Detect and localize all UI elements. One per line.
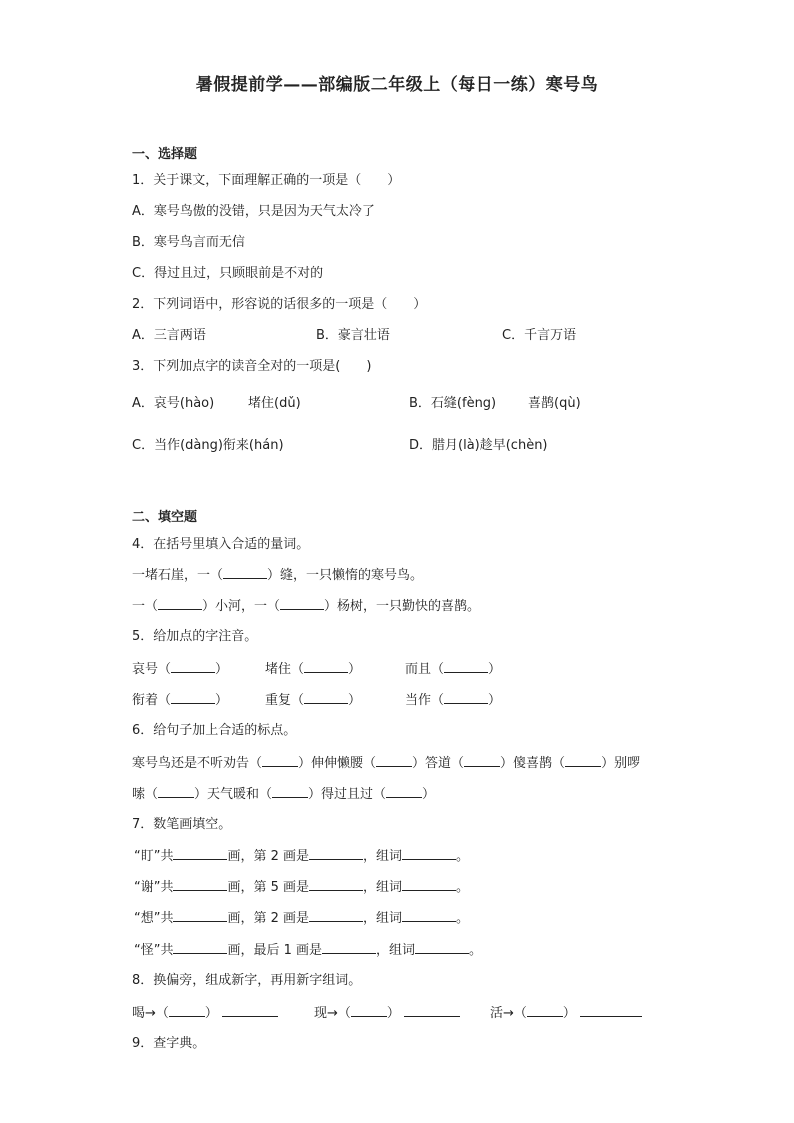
answer-blank[interactable] [171, 660, 215, 673]
q7-text: “想”共 [134, 911, 174, 926]
answer-blank[interactable] [304, 691, 348, 704]
answer-blank[interactable] [309, 878, 363, 891]
question-2-option-b: B．豪言壮语 [316, 328, 390, 343]
question-2-stem: 2．下列词语中，形容说的话很多的一项是（ ） [132, 297, 427, 312]
question-6-line-1 [132, 754, 640, 773]
section-heading-fill: 二、填空题 [132, 510, 198, 525]
q7-text: ，组词 [376, 943, 416, 958]
q7-text: “怪”共 [134, 943, 174, 958]
answer-blank[interactable] [173, 878, 227, 891]
answer-blank[interactable] [351, 1004, 387, 1017]
question-4-stem: 4．在括号里填入合适的量词。 [132, 537, 310, 552]
q8-char: 现→（ [314, 1006, 351, 1021]
q8-close-paren: ） [562, 1006, 576, 1021]
question-9-stem: 9．查字典。 [132, 1036, 206, 1051]
answer-blank[interactable] [309, 909, 363, 922]
answer-blank[interactable] [444, 660, 488, 673]
answer-blank[interactable] [527, 1004, 563, 1017]
q5-item-5 [265, 691, 361, 710]
q7-text: 画，第 5 画是 [227, 880, 310, 895]
q7-row-1 [134, 847, 469, 866]
answer-blank[interactable] [402, 909, 456, 922]
q6-text: ）天气暖和（ [194, 787, 273, 802]
q5-item-2 [265, 660, 361, 679]
question-1-option-a: A．寒号鸟傲的没错，只是因为天气太冷了 [132, 204, 375, 219]
question-1-stem: 1．关于课文，下面理解正确的一项是（ ） [132, 173, 401, 188]
q8-char: 活→（ [490, 1006, 527, 1021]
q8-close-paren: ） [386, 1006, 400, 1021]
question-2-option-c: C．千言万语 [502, 328, 577, 343]
q4-line1-text-b: ）缝，一只懒惰的寒号鸟。 [267, 568, 424, 583]
question-3-option-a-word1: A．哀号(hào) [132, 396, 215, 411]
answer-blank[interactable] [565, 754, 601, 767]
q7-row-4 [134, 941, 482, 960]
q5-item-3 [405, 660, 501, 679]
page-title: 暑假提前学——部编版二年级上（每日一练）寒号鸟 [195, 75, 599, 95]
q5-close-paren: ） [215, 662, 229, 677]
q8-close-paren: ） [204, 1006, 218, 1021]
question-3-option-b-word2: 喜鹊(qù) [528, 396, 581, 411]
q7-row-2 [134, 878, 469, 897]
q6-text: 嗦（ [132, 787, 159, 802]
q6-text: ）得过且过（ [308, 787, 387, 802]
answer-blank[interactable] [404, 1004, 460, 1017]
q8-char: 喝→（ [132, 1006, 169, 1021]
q5-word: 衔着（ [132, 693, 172, 708]
answer-blank[interactable] [272, 785, 308, 798]
q5-item-4 [132, 691, 228, 710]
q5-close-paren: ） [348, 693, 362, 708]
q4-line1-text-a: 一堵石崖，一（ [132, 568, 224, 583]
answer-blank[interactable] [158, 785, 194, 798]
q7-text: 画，最后 1 画是 [227, 943, 323, 958]
q7-text: ，组词 [363, 849, 403, 864]
q6-text: ）别啰 [601, 756, 641, 771]
q6-text: ）答道（ [412, 756, 465, 771]
answer-blank[interactable] [415, 941, 469, 954]
question-3-option-c: C．当作(dàng)衔来(hán) [132, 438, 284, 453]
answer-blank[interactable] [580, 1004, 642, 1017]
answer-blank[interactable] [262, 754, 298, 767]
question-3-option-b-word1: B．石缝(fèng) [409, 396, 497, 411]
answer-blank[interactable] [223, 566, 267, 579]
q5-word: 而且（ [405, 662, 445, 677]
q5-word: 当作（ [405, 693, 445, 708]
q4-line2-text-b: ）小河，一（ [202, 599, 281, 614]
answer-blank[interactable] [173, 847, 227, 860]
q5-word: 堵住（ [265, 662, 305, 677]
q5-item-6 [405, 691, 501, 710]
q4-line2-text-c: ）杨树，一只勤快的喜鹊。 [324, 599, 481, 614]
q5-close-paren: ） [488, 693, 502, 708]
answer-blank[interactable] [464, 754, 500, 767]
answer-blank[interactable] [173, 909, 227, 922]
answer-blank[interactable] [173, 941, 227, 954]
q8-item-2 [314, 1004, 460, 1023]
q6-text: ）伸伸懒腰（ [298, 756, 377, 771]
question-6-stem: 6．给句子加上合适的标点。 [132, 723, 297, 738]
answer-blank[interactable] [304, 660, 348, 673]
q7-text: 。 [456, 849, 470, 864]
answer-blank[interactable] [309, 847, 363, 860]
answer-blank[interactable] [158, 597, 202, 610]
answer-blank[interactable] [376, 754, 412, 767]
question-8-stem: 8．换偏旁，组成新字，再用新字组词。 [132, 973, 362, 988]
question-5-stem: 5．给加点的字注音。 [132, 629, 258, 644]
answer-blank[interactable] [280, 597, 324, 610]
question-4-line-2 [132, 597, 480, 616]
answer-blank[interactable] [386, 785, 422, 798]
q5-close-paren: ） [488, 662, 502, 677]
question-3-option-a-word2: 堵住(dǔ) [248, 396, 301, 411]
q7-text: 。 [456, 880, 470, 895]
section-heading-choice: 一、选择题 [132, 147, 198, 162]
q7-text: ，组词 [363, 911, 403, 926]
q5-item-1 [132, 660, 228, 679]
q5-word: 重复（ [265, 693, 305, 708]
q7-text: 。 [469, 943, 483, 958]
answer-blank[interactable] [402, 847, 456, 860]
q6-text: ） [422, 787, 436, 802]
q7-text: “谢”共 [134, 880, 174, 895]
answer-blank[interactable] [171, 691, 215, 704]
answer-blank[interactable] [169, 1004, 205, 1017]
answer-blank[interactable] [402, 878, 456, 891]
answer-blank[interactable] [444, 691, 488, 704]
question-6-line-2 [132, 785, 435, 804]
q7-row-3 [134, 909, 469, 928]
question-3-stem: 3．下列加点字的读音全对的一项是( ) [132, 359, 372, 374]
q5-word: 哀号（ [132, 662, 172, 677]
q8-item-1 [132, 1004, 278, 1023]
q4-line2-text-a: 一（ [132, 599, 159, 614]
question-3-option-d: D．腊月(là)趁早(chèn) [409, 438, 548, 453]
q7-text: ，组词 [363, 880, 403, 895]
answer-blank[interactable] [222, 1004, 278, 1017]
question-4-line-1 [132, 566, 423, 585]
question-1-option-b: B．寒号鸟言而无信 [132, 235, 245, 250]
q7-text: 画，第 2 画是 [227, 849, 310, 864]
q5-close-paren: ） [215, 693, 229, 708]
answer-blank[interactable] [322, 941, 376, 954]
q6-text: 寒号鸟还是不听劝告（ [132, 756, 263, 771]
question-2-option-a: A．三言两语 [132, 328, 206, 343]
question-7-stem: 7．数笔画填空。 [132, 817, 232, 832]
q6-text: ）傻喜鹊（ [500, 756, 566, 771]
q8-item-3 [490, 1004, 642, 1023]
q5-close-paren: ） [348, 662, 362, 677]
q7-text: “盯”共 [134, 849, 174, 864]
q7-text: 。 [456, 911, 470, 926]
question-1-option-c: C．得过且过，只顾眼前是不对的 [132, 266, 324, 281]
q7-text: 画，第 2 画是 [227, 911, 310, 926]
